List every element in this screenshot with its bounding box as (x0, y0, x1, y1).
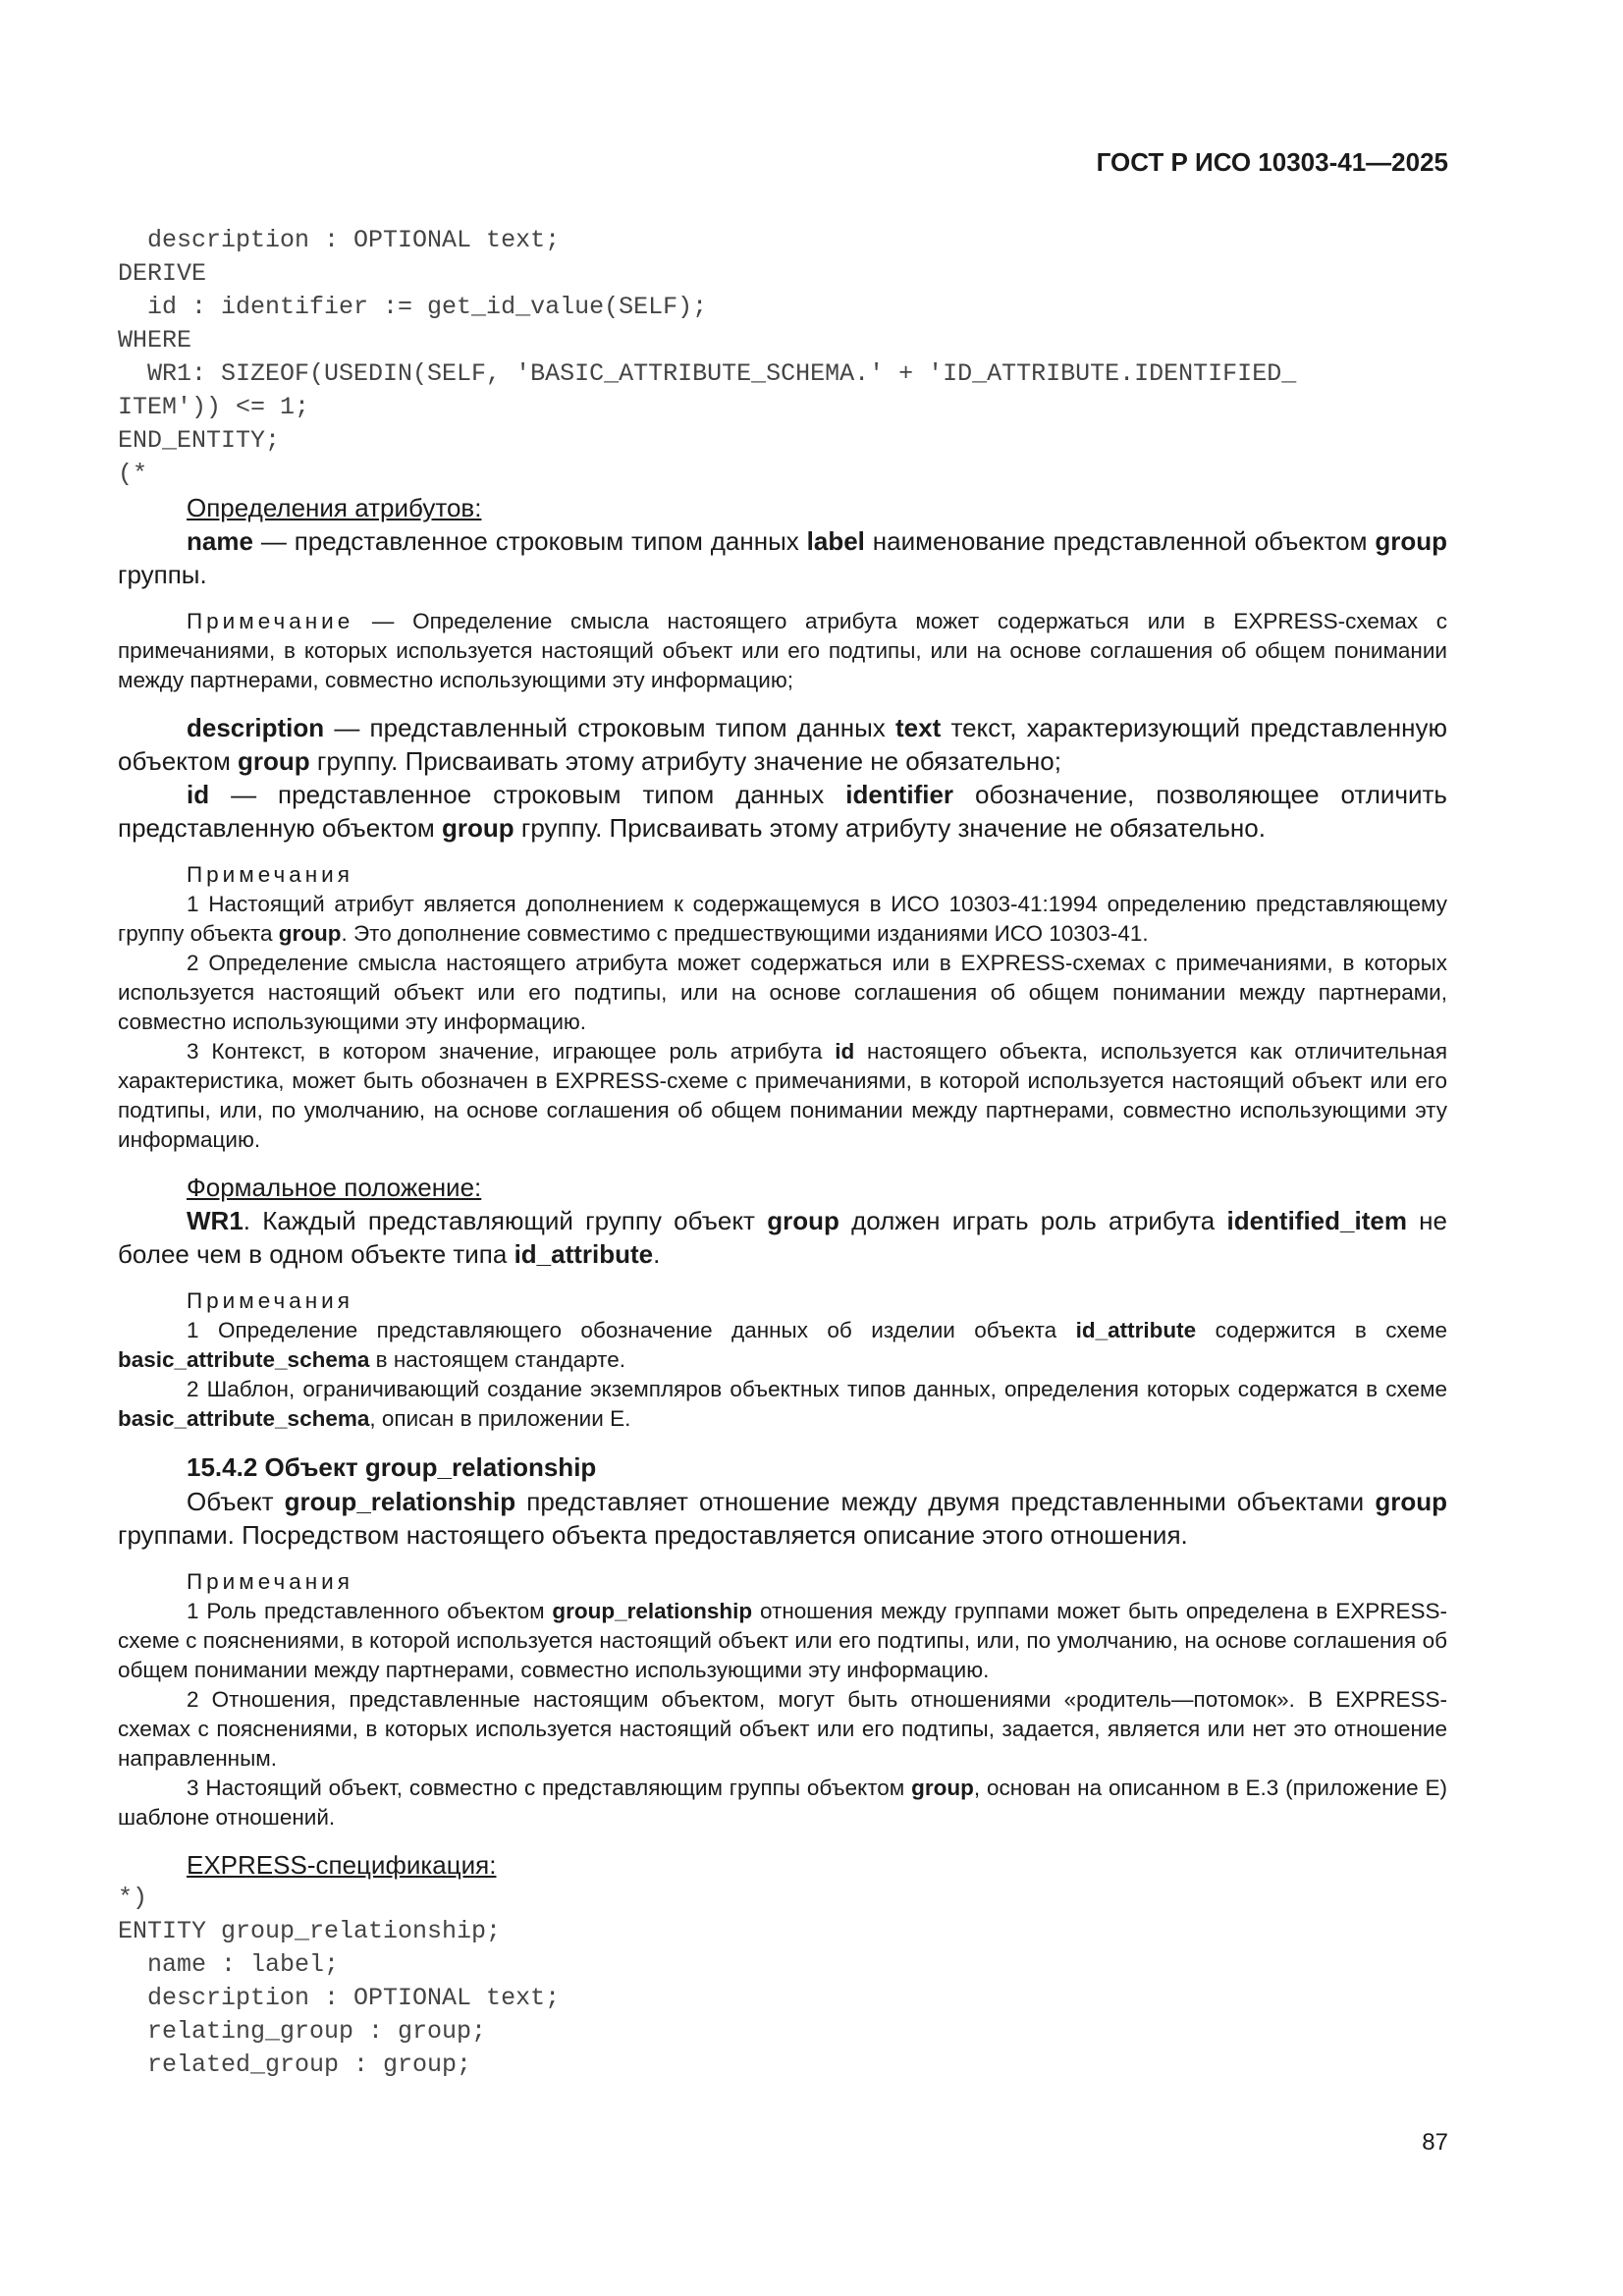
code-line: ITEM')) <= 1; (118, 393, 310, 421)
code-line: id : identifier := get_id_value(SELF); (118, 293, 708, 321)
note-item: 3 Контекст, в котором значение, играющее роль атрибута id настоящего объекта, используется как отличительная характеристика, может быть обозначен в EXPRESS-схеме с примечаниями, в которой используется настоящий объект или его подтипы, или, по умолчанию, на основе соглашения об общем понимании между партнерами, совместно использующими эту информацию. (118, 1039, 1448, 1152)
code-block-bottom (118, 1882, 1447, 2082)
note-item: 2 Определение смысла настоящего атрибута может содержаться или в EXPRESS-схемах с примечаниями, в которых используется настоящий объект или его подтипы, или на основе соглашения об общем понимании между партнерами, совместно использующими эту информацию. (118, 951, 1447, 1034)
code-line: related_group : group; (118, 2050, 472, 2079)
name-definition: name — представленное строковым типом данных label наименование представленной объектом group группы. (118, 526, 1447, 589)
code-line: description : OPTIONAL text; (118, 1984, 561, 2012)
code-line: (* (118, 460, 148, 488)
code-line: name : label; (118, 1950, 340, 1979)
code-line: WR1: SIZEOF(USEDIN(SELF, 'BASIC_ATTRIBUTE_SCHEMA.' + 'ID_ATTRIBUTE.IDENTIFIED_ (118, 359, 1297, 388)
code-block-top (118, 224, 1447, 491)
page-content (118, 224, 1447, 2082)
page-number: 87 (1422, 2129, 1448, 2156)
code-line: WHERE (118, 326, 192, 355)
note-item: 2 Отношения, представленные настоящим объектом, могут быть отношениями «родитель—потомок». В EXPRESS-схемах с пояснениями, в которых используется настоящий объект или его подтипы, задается, является или нет это отношение направленным. (118, 1687, 1447, 1771)
formal-propositions-heading: Формальное положение: (187, 1173, 482, 1202)
attribute-definitions-heading: Определения атрибутов: (187, 493, 482, 522)
note-item: 1 Определение представляющего обозначение данных об изделии объекта id_attribute содержится в схеме basic_attribute_schema в настоящем стандарте. (118, 1318, 1448, 1372)
wr1-rule: WR1. Каждый представляющий группу объект group должен играть роль атрибута identified_item не более чем в одном объекте типа id_attribute. (118, 1206, 1447, 1269)
code-line: END_ENTITY; (118, 426, 281, 455)
note-item: 2 Шаблон, ограничивающий создание экземпляров объектных типов данных, определения которых содержатся в схеме basic_attribute_schema, описан в приложении E. (118, 1377, 1447, 1431)
note-name: Примечание — Определение смысла настоящего атрибута может содержаться или в EXPRESS-схемах с примечаниями, в которых используется настоящий объект или его подтипы, или на основе соглашения об общем понимании между партнерами, совместно использующими эту информацию; (118, 609, 1447, 692)
code-line: ENTITY group_relationship; (118, 1917, 502, 1945)
description-definition: description — представленный строковым типом данных text текст, характеризующий представленную объектом group группу. Присваивать этому атрибуту значение не обязательно; (118, 713, 1447, 776)
id-definition: id — представленное строковым типом данных identifier обозначение, позволяющее отличить представленную объектом group группу. Присваивать этому атрибуту значение не обязательно. (118, 780, 1447, 843)
code-line: description : OPTIONAL text; (118, 226, 561, 254)
note-item: 1 Настоящий атрибут является дополнением к содержащемуся в ИСО 10303-41:1994 определению представляющему группу объекта group. Это дополнение совместимо с предшествующими изданиями ИСО 10303-41. (118, 892, 1447, 946)
note-item: 3 Настоящий объект, совместно с представляющим группы объектом group, основан на описанном в E.3 (приложение E) шаблоне отношений. (118, 1776, 1447, 1830)
code-line: *) (118, 1884, 148, 1912)
notes-title: Примечания (187, 1569, 353, 1594)
standard-header: ГОСТ Р ИСО 10303-41—2025 (1096, 147, 1448, 177)
code-line: relating_group : group; (118, 2017, 487, 2046)
section-title: 15.4.2 Объект group_relationship (187, 1452, 597, 1482)
express-specification-heading: EXPRESS-спецификация: (187, 1850, 497, 1880)
note-item: 1 Роль представленного объектом group_relationship отношения между группами может быть определена в EXPRESS-схеме с пояснениями, в которой используется настоящий объект или его подтипы, или, по умолчанию, на основе соглашения об общем понимании между партнерами, совместно использующими эту информацию. (118, 1599, 1447, 1682)
code-line: DERIVE (118, 259, 207, 288)
notes-title: Примечания (187, 1288, 353, 1313)
section-body: Объект group_relationship представляет отношение между двумя представленными объектами group группами. Посредством настоящего объекта предоставляется описание этого отношения. (118, 1487, 1447, 1550)
notes-title: Примечания (187, 862, 353, 887)
